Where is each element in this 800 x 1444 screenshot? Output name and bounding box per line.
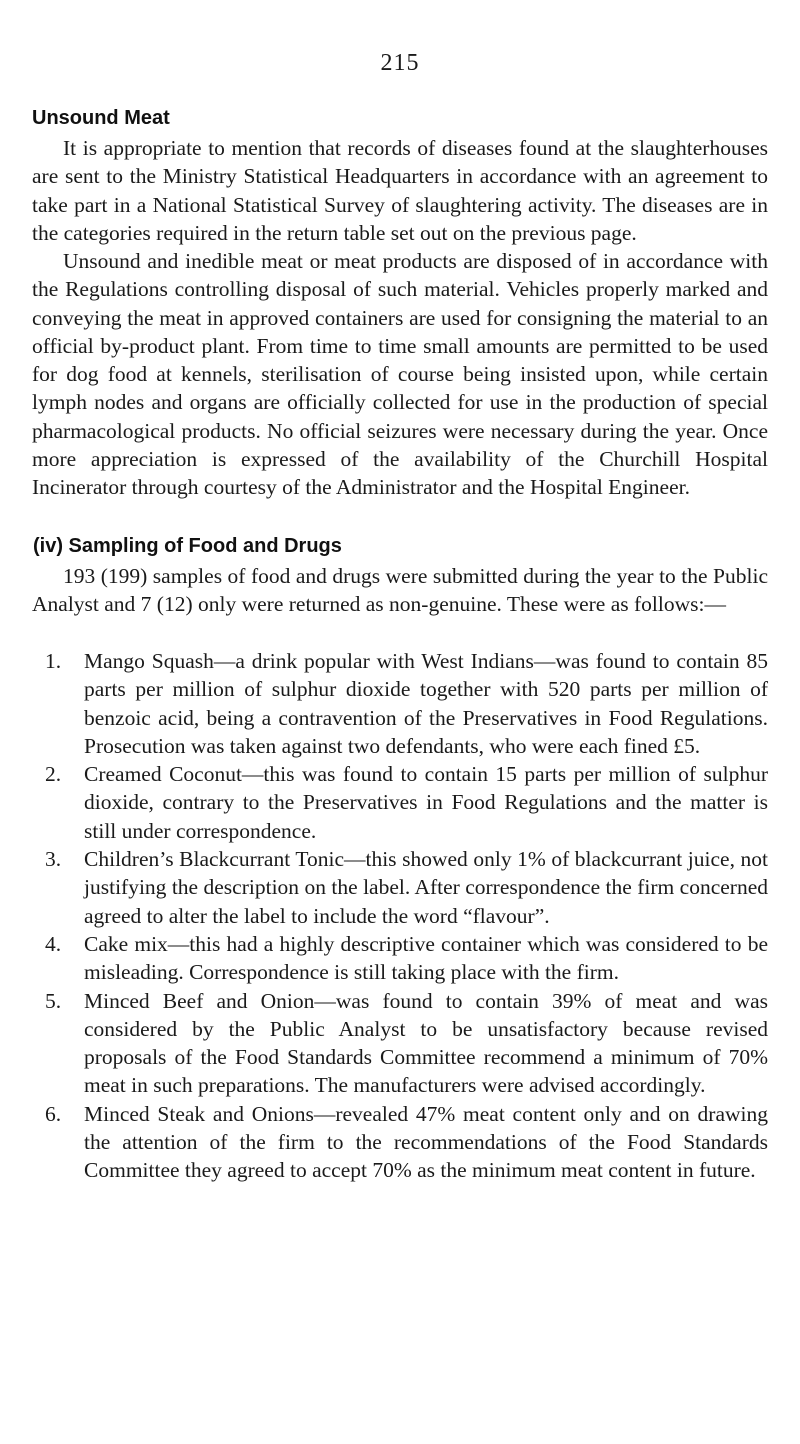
page-number: 215 [380,50,420,76]
list-item-number: 5. [45,988,62,1013]
non-genuine-samples-list [32,647,768,1185]
unsound-meat-paragraph-1: It is appropriate to mention that records of diseases found at the slaughterhouses are sent to the Ministry Statistical Headquarters in accordance with an agreement to take part in a National Statistical Survey of slaughtering activity. The diseases are in the categories required in the return table set out on the previous page. [32,136,768,245]
list-item [32,987,768,1100]
list-item-text: Mango Squash—a drink popular with West Indians—was found to contain 85 parts per million of sulphur dioxide together with 520 parts per million of benzoic acid, being a contravention of the Preservatives in Food Regulations. Prosecution was taken against two defendants, who were each fined £5. [84,649,768,758]
list-item [32,845,768,930]
unsound-meat-paragraph-2: Unsound and inedible meat or meat products are disposed of in accordance with the Regulations controlling disposal of such material. Vehicles properly marked and conveying the meat in approved containers are used for consigning the material to an official by-product plant. From time to time small amounts are permitted to be used for dog food at kennels, sterilisation of course being insisted upon, while certain lymph nodes and organs are officially collected for use in the production of special pharmacological products. No official seizures were necessary during the year. Once more appreciation is expressed of the availability of the Churchill Hospital Incinerator through courtesy of the Administrator and the Hospital Engineer. [32,249,768,500]
sampling-heading: (iv) Sampling of Food and Drugs [33,535,342,557]
list-item-text: Minced Beef and Onion—was found to contain 39% of meat and was considered by the Public Analyst to be unsatisfactory because revised proposals of the Food Standards Committee recommend a minimum of 70% meat in such preparations. The manufacturers were advised accordingly. [84,988,768,1098]
list-item [32,930,768,987]
list-item-text: Creamed Coconut—this was found to contain 15 parts per million of sulphur dioxide, contrary to the Preservatives in Food Regulations and the matter is still under correspondence. [84,762,768,843]
list-item-number: 1. [45,649,62,673]
list-item [32,647,768,760]
list-item-number: 4. [45,931,62,956]
unsound-meat-heading: Unsound Meat [32,107,170,129]
list-item [32,760,768,845]
list-item-text: Minced Steak and Onions—revealed 47% meat content only and on drawing the attention of the firm to the recommendations of the Food Standards Committee they agreed to accept 70% as the minimum meat content in future. [84,1101,768,1183]
list-item [32,1100,768,1185]
list-item-number: 3. [45,847,62,872]
list-item-number: 6. [45,1101,62,1126]
list-item-number: 2. [45,762,62,787]
list-item-text: Children’s Blackcurrant Tonic—this showed only 1% of blackcurrant juice, not justifying the description on the label. After correspondence the firm concerned agreed to alter the label to include the word “flavour”. [84,847,768,928]
list-item-text: Cake mix—this had a highly descriptive container which was considered to be misleading. Correspondence is still taking place with the firm. [84,931,768,985]
sampling-intro: 193 (199) samples of food and drugs were submitted during the year to the Public Analyst and 7 (12) only were returned as non-genuine. These were as follows:— [32,564,768,617]
